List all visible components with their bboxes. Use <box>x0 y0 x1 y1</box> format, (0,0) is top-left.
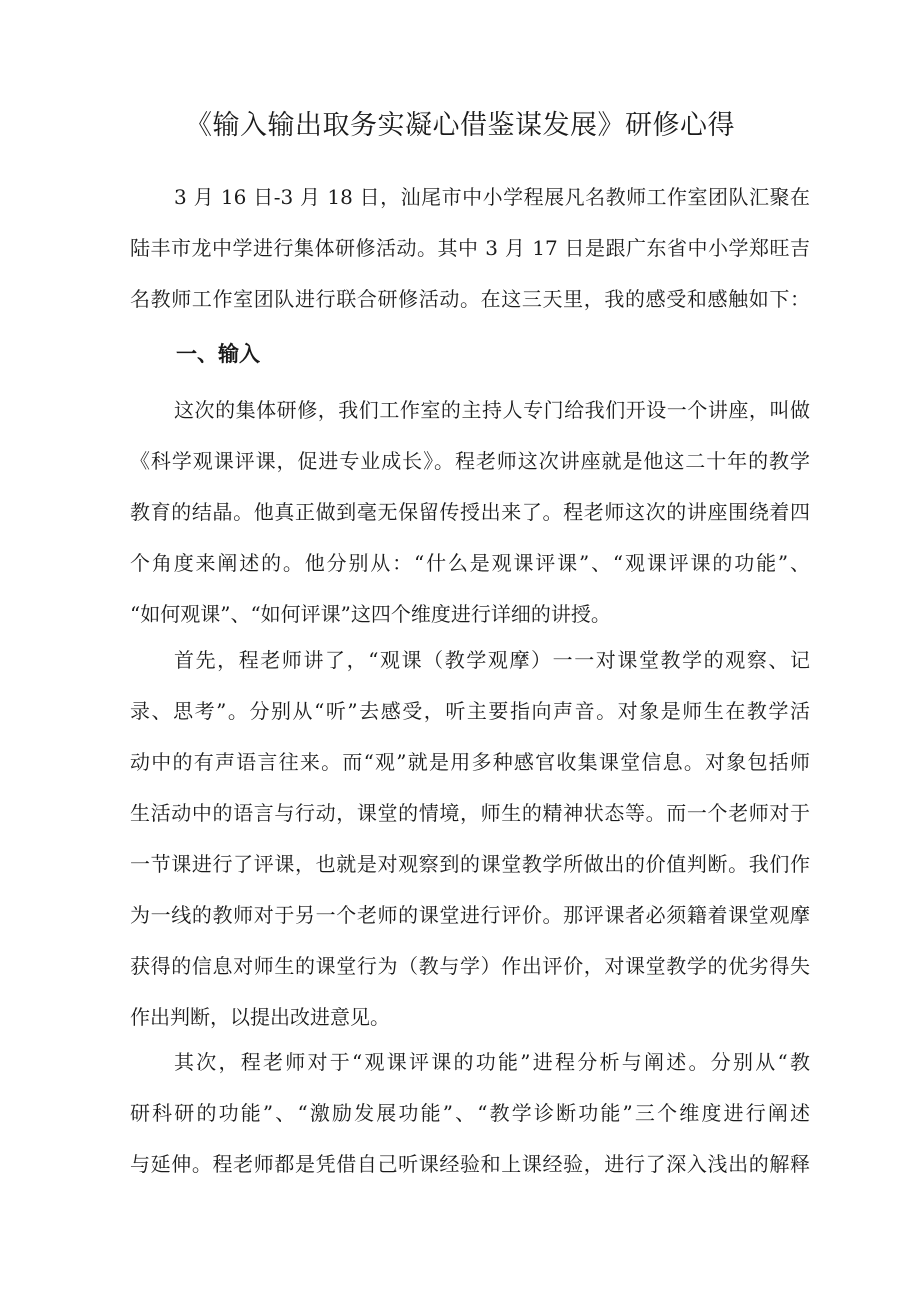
text-line: 教育的结晶。他真正做到毫无保留传授出来了。程老师这次的讲座围绕着四 <box>130 500 810 524</box>
intro-paragraph <box>130 172 810 325</box>
text-line: 其次，程老师对于“观课评课的功能”进程分析与阐述。分别从“教 <box>174 1050 810 1074</box>
section-heading-input: 一、输入 <box>176 342 260 366</box>
text-line: 作出判断，以提出改进意见。 <box>130 1005 390 1029</box>
text-line: “如何观课”、“如何评课”这四个维度进行详细的讲授。 <box>130 602 611 626</box>
text-line: 这次的集体研修，我们工作室的主持人专门给我们开设一个讲座，叫做 <box>174 398 810 422</box>
paragraph-1 <box>130 385 810 640</box>
text-line: 陆丰市龙中学进行集体研修活动。其中 3 月 17 日是跟广东省中小学郑旺吉 <box>130 236 810 260</box>
text-line: 生活动中的语言与行动，课堂的情境，师生的精神状态等。而一个老师对于 <box>130 801 810 825</box>
text-line: 一节课进行了评课，也就是对观察到的课堂教学所做出的价值判断。我们作 <box>130 852 810 876</box>
text-line: 与延伸。程老师都是凭借自己听课经验和上课经验，进行了深入浅出的解释 <box>130 1152 810 1176</box>
text-line: 名教师工作室团队进行联合研修活动。在这三天里，我的感受和感触如下： <box>130 287 810 311</box>
text-line: 3 月 16 日-3 月 18 日，汕尾市中小学程展凡名教师工作室团队汇聚在 <box>174 185 810 209</box>
paragraph-2 <box>130 635 810 1043</box>
text-line: 研科研的功能”、“激励发展功能”、“教学诊断功能”三个维度进行阐述 <box>130 1101 810 1125</box>
text-line: 首先，程老师讲了，“观课（教学观摩）一一对课堂教学的观察、记 <box>174 648 810 672</box>
paragraph-3 <box>130 1037 810 1190</box>
text-line: 动中的有声语言往来。而“观”就是用多种感官收集课堂信息。对象包括师 <box>130 750 810 774</box>
text-line: 为一线的教师对于另一个老师的课堂进行评价。那评课者必须籍着课堂观摩 <box>130 903 810 927</box>
text-line: 《科学观课评课，促进专业成长》。程老师这次讲座就是他这二十年的教学 <box>130 449 810 473</box>
text-line: 获得的信息对师生的课堂行为（教与学）作出评价，对课堂教学的优劣得失 <box>130 954 810 978</box>
document-title: 《输入输出取务实凝心借鉴谋发展》研修心得 <box>185 110 735 141</box>
text-line: 录、思考”。分别从“听”去感受，听主要指向声音。对象是师生在教学活 <box>130 699 810 723</box>
text-line: 个角度来阐述的。他分别从：“什么是观课评课”、“观课评课的功能”、 <box>130 551 810 575</box>
